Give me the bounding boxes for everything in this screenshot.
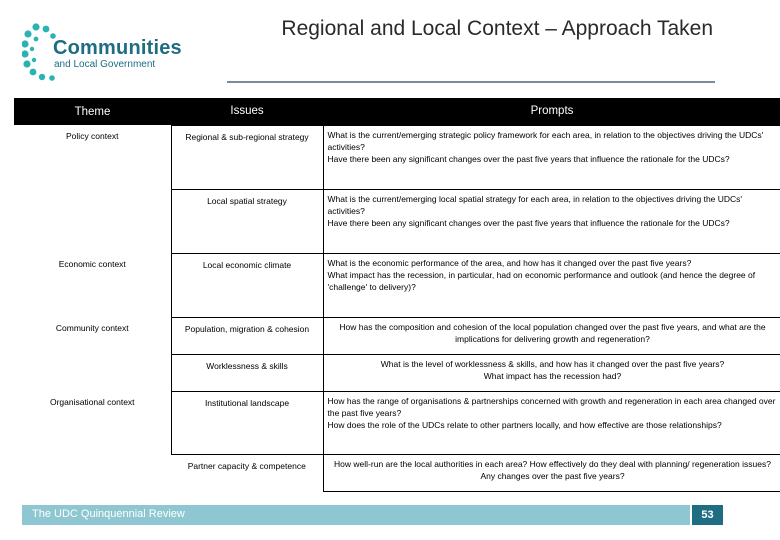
issue-cell: Local spatial strategy xyxy=(171,189,323,253)
prompt-line: How has the composition and cohesion of the local population changed over the past five years, and what are the implications for delivering growth and regeneration? xyxy=(339,321,766,344)
table-row xyxy=(14,391,780,454)
theme-cell: Policy context xyxy=(66,131,119,141)
footer-bar xyxy=(22,505,690,525)
prompt-cell xyxy=(323,391,780,454)
theme-cell xyxy=(14,454,171,491)
prompt-line: Have there been any significant changes over the past five years that influence the rationale for the UDCs? xyxy=(327,217,730,228)
prompt-cell xyxy=(323,317,780,354)
table-header-row xyxy=(14,98,780,125)
prompt-line: What is the current/emerging strategic policy framework for each area, in relation to the objectives driving the UDCs' activities? xyxy=(327,129,764,152)
theme-cell xyxy=(14,354,171,391)
communities-logo xyxy=(22,20,212,86)
prompt-line: What is the level of worklessness & skills, and how has it changed over the past five years? xyxy=(380,358,725,369)
table-row xyxy=(14,354,780,391)
footer-title: The UDC Quinquennial Review xyxy=(32,508,185,520)
prompt-line: How does the role of the UDCs relate to other partners locally, and how effective are those relationships? xyxy=(327,419,722,430)
theme-cell: Organisational context xyxy=(49,397,135,407)
prompt-cell xyxy=(323,189,780,253)
prompt-line: What is the current/emerging local spatial strategy for each area, in relation to the objectives driving the UDCs' activities? xyxy=(327,193,743,216)
prompt-cell xyxy=(323,354,780,391)
table-row xyxy=(14,454,780,491)
prompt-cell xyxy=(323,125,780,189)
logo-dots-icon xyxy=(22,22,56,84)
prompt-line: What impact has the recession, in particular, had on economic performance and outlook (and hence the degree of 'challenge' to delivery)? xyxy=(327,269,756,292)
prompt-line: What is the economic performance of the area, and how has it changed over the past five years? xyxy=(327,257,692,268)
issue-cell: Regional & sub-regional strategy xyxy=(171,125,323,189)
theme-cell: Economic context xyxy=(58,259,126,269)
table-row xyxy=(14,253,780,317)
brand-name: Communities xyxy=(53,37,182,59)
slide-title: Regional and Local Context – Approach Taken xyxy=(281,17,713,40)
issue-cell: Partner capacity & competence xyxy=(187,460,306,471)
prompt-line: Have there been any significant changes over the past five years that influence the rationale for the UDCs? xyxy=(327,153,730,164)
table-row xyxy=(14,189,780,253)
table-row xyxy=(14,125,780,189)
prompt-cell xyxy=(323,454,780,491)
header-issues: Issues xyxy=(171,98,323,125)
theme-cell xyxy=(14,189,171,253)
prompt-line: How has the range of organisations & partnerships concerned with growth and regeneration in each area changed over the past five years? xyxy=(327,395,776,418)
brand-subtitle: and Local Government xyxy=(54,59,156,70)
header-prompts: Prompts xyxy=(323,98,780,125)
context-table xyxy=(14,98,780,492)
page-number: 53 xyxy=(692,505,723,525)
title-rule xyxy=(227,81,715,83)
issue-cell: Worklessness & skills xyxy=(171,354,323,391)
prompt-line: What impact has the recession had? xyxy=(483,370,622,381)
header-theme: Theme xyxy=(14,98,171,125)
issue-cell: Institutional landscape xyxy=(171,391,323,454)
table-row xyxy=(14,317,780,354)
issue-cell: Local economic climate xyxy=(171,253,323,317)
theme-cell: Community context xyxy=(55,323,129,333)
prompt-cell xyxy=(323,253,780,317)
issue-cell: Population, migration & cohesion xyxy=(171,317,323,354)
prompt-line: How well-run are the local authorities in each area? How effectively do they deal with planning/ regeneration issues? Any changes over the past five years? xyxy=(334,458,771,481)
